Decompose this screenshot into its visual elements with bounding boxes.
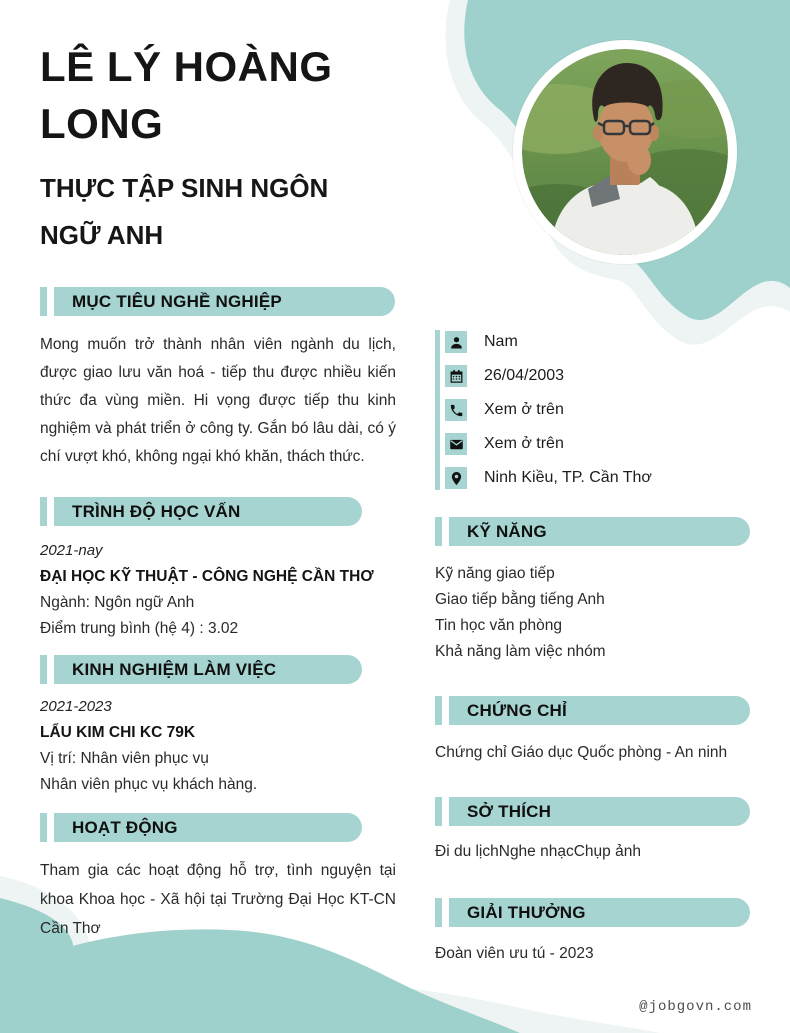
info-row-gender	[445, 330, 750, 354]
education-major: Ngành: Ngôn ngữ Anh	[40, 594, 195, 611]
award-item: Đoàn viên ưu tú - 2023	[435, 945, 594, 962]
skills-list	[435, 561, 750, 665]
info-value-phone: Xem ở trên	[484, 401, 564, 418]
person-icon	[445, 331, 467, 353]
info-row-phone	[445, 398, 750, 422]
section-accent-bar	[40, 287, 47, 316]
objective-text: Mong muốn trở thành nhân viên ngành du lịch, được giao lưu văn hoá - tiếp thu được nhiều kiến thức đa vùng miền. Hi vọng được tiếp thu kinh nghiệm và phát triển ở công ty. Gắn bó lâu dài, có ý chí vượt khó, không ngại khó khăn, thách thức.	[40, 336, 396, 465]
info-row-birthdate	[445, 364, 750, 388]
experience-entry	[40, 694, 396, 798]
skill-item: Khả năng làm việc nhóm	[435, 643, 606, 660]
profile-photo-illustration	[522, 49, 728, 255]
hobbies-list	[435, 839, 750, 865]
experience-period: 2021-2023	[40, 698, 112, 715]
skill-item: Giao tiếp bằng tiếng Anh	[435, 591, 605, 608]
section-accent-bar	[435, 517, 442, 546]
awards-list	[435, 941, 750, 967]
info-value-email: Xem ở trên	[484, 435, 564, 452]
section-title-experience: KINH NGHIỆM LÀM VIỆC	[54, 655, 362, 684]
section-accent-bar	[435, 797, 442, 826]
info-row-address	[445, 466, 750, 490]
certificate-item: Chứng chỉ Giáo dục Quốc phòng - An ninh	[435, 744, 728, 761]
location-icon	[445, 467, 467, 489]
experience-desc: Nhân viên phục vụ khách hàng.	[40, 776, 258, 793]
section-title-certificates: CHỨNG CHỈ	[449, 696, 750, 725]
info-value-birthdate: 26/04/2003	[484, 367, 565, 384]
section-title-awards: GIẢI THƯỞNG	[449, 898, 750, 927]
education-school: ĐẠI HỌC KỸ THUẬT - CÔNG NGHỆ CẦN THƠ	[40, 568, 374, 585]
section-header-skills	[435, 517, 750, 546]
section-accent-bar	[435, 898, 442, 927]
section-accent-bar	[435, 696, 442, 725]
section-header-awards	[435, 898, 750, 927]
section-header-experience	[40, 655, 362, 684]
education-entry	[40, 538, 396, 642]
phone-icon	[445, 399, 467, 421]
profile-photo	[513, 40, 737, 264]
watermark: @jobgovn.com	[639, 999, 752, 1015]
info-value-gender: Nam	[484, 333, 518, 350]
certificates-list	[435, 740, 750, 766]
section-accent-bar	[40, 813, 47, 842]
skill-item: Kỹ năng giao tiếp	[435, 565, 555, 582]
job-title: THỰC TẬP SINH NGÔN NGỮ ANH	[40, 173, 329, 250]
activities-text: Tham gia các hoạt động hỗ trợ, tình nguyện tại khoa Khoa học - Xã hội tại Trường Đại Học KT-CN Cần Thơ	[40, 862, 396, 937]
education-gpa: Điểm trung bình (hệ 4) : 3.02	[40, 620, 239, 637]
calendar-icon	[445, 365, 467, 387]
person-name: LÊ LÝ HOÀNG LONG	[40, 43, 333, 147]
skill-item: Tin học văn phòng	[435, 617, 562, 634]
info-row-email	[445, 432, 750, 456]
email-icon	[445, 433, 467, 455]
info-value-address: Ninh Kiều, TP. Cần Thơ	[484, 469, 652, 486]
section-title-activities: HOẠT ĐỘNG	[54, 813, 362, 842]
experience-company: LẨU KIM CHI KC 79K	[40, 724, 196, 741]
section-title-education: TRÌNH ĐỘ HỌC VẤN	[54, 497, 362, 526]
section-title-objective: MỤC TIÊU NGHỀ NGHIỆP	[54, 287, 395, 316]
section-accent-bar	[40, 497, 47, 526]
section-title-skills: KỸ NĂNG	[449, 517, 750, 546]
section-header-hobbies	[435, 797, 750, 826]
education-period: 2021-nay	[40, 542, 103, 559]
section-header-certificates	[435, 696, 750, 725]
section-accent-bar	[40, 655, 47, 684]
experience-role: Vị trí: Nhân viên phục vụ	[40, 750, 209, 767]
section-header-education	[40, 497, 362, 526]
hobby-item: Đi du lịchNghe nhạcChụp ảnh	[435, 843, 641, 860]
section-header-activities	[40, 813, 362, 842]
personal-info-list	[435, 330, 750, 490]
section-title-hobbies: SỞ THÍCH	[449, 797, 750, 826]
section-header-objective	[40, 287, 395, 316]
